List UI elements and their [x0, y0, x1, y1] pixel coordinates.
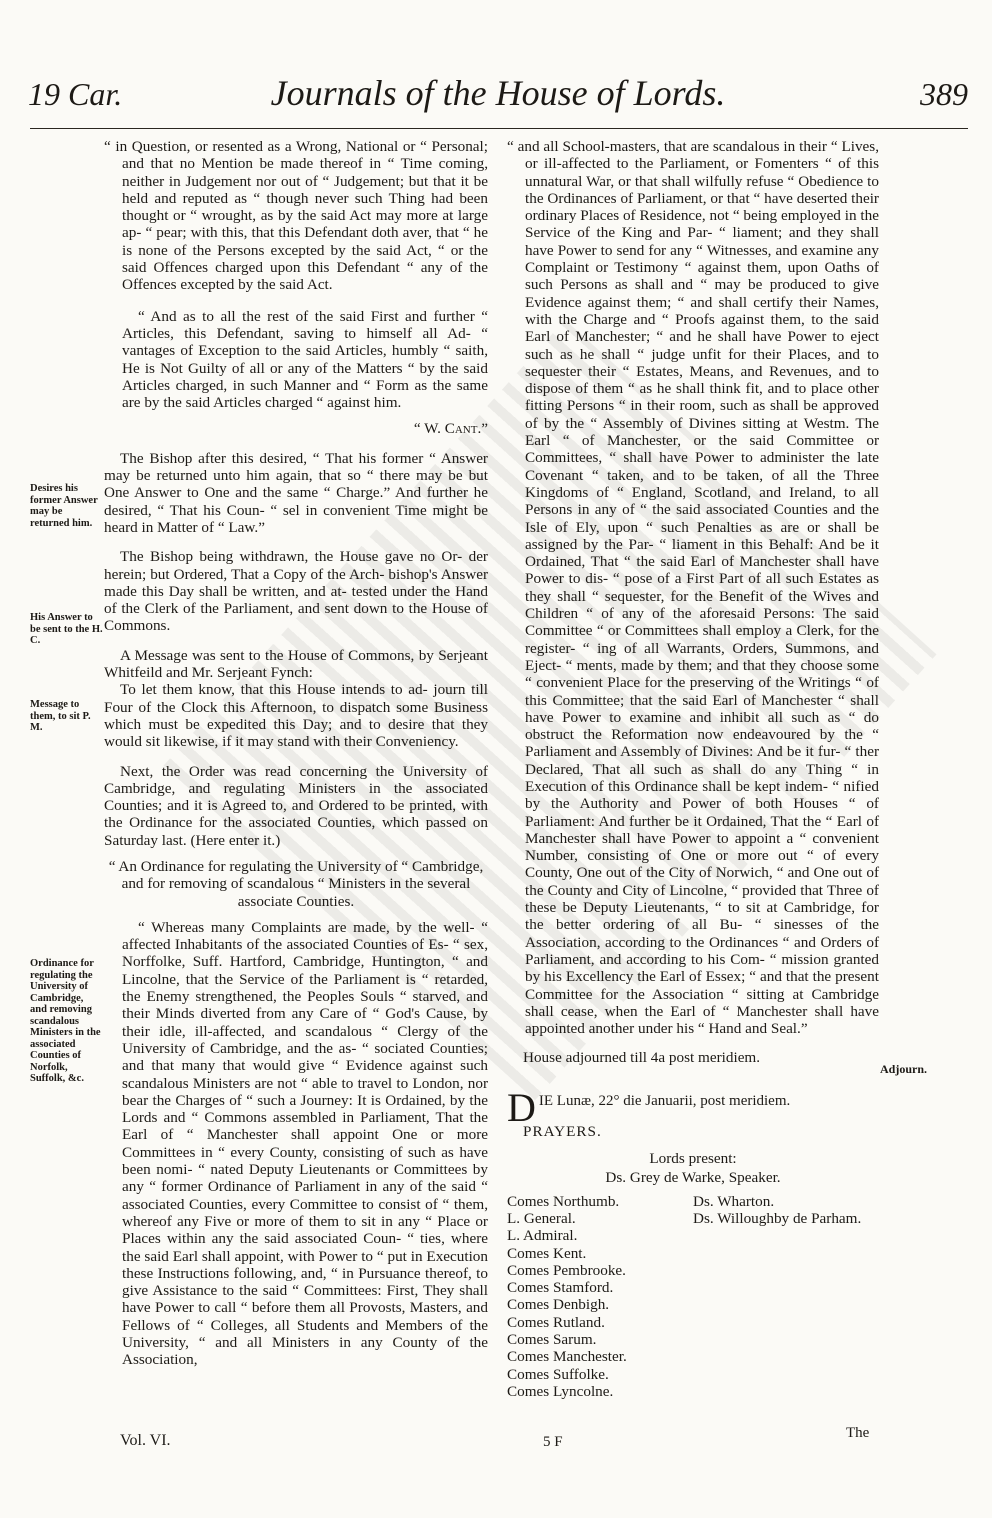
attendee-name: Comes Suffolke.	[507, 1365, 609, 1383]
attendee-name: Comes Rutland.	[507, 1313, 605, 1331]
right-column	[507, 138, 879, 1400]
lords-present-heading: Lords present:	[649, 1150, 737, 1168]
attendance-list	[507, 1193, 879, 1401]
attendance-column-2	[693, 1193, 879, 1401]
ordinance-title: “ An Ordinance for regulating the University of “ Cambridge, and for removing of scandalous “ Ministers in the several associate Counties.	[108, 857, 484, 910]
left-paragraph: The Bishop being withdrawn, the House gave no Or- der herein; but Ordered, That a Copy of the Arch- bishop's Answer made this Day shall be written, and at- tested under the Hand of the Clerk of the Parliament, and sent down to the House of Commons.	[104, 548, 488, 635]
header-regnal-year: 19 Car.	[28, 76, 123, 112]
left-paragraph: “ in Question, or resented as a Wrong, National or “ Personal; and that no Mention be made thereof in “ Time coming, neither in Judgement nor out of “ Judgement; but that it be held and reputed as “ though never such Thing had been thought or “ wrought, as by the said Act may more at large ap- “ pear; with this, that this Defendant doth aver, that “ he is none of the Persons excepted by the said Act, “ or the said Offences charged upon this Defendant “ any of the Offences excepted by the said Act.	[104, 138, 488, 294]
attendee-name: Comes Pembrooke.	[507, 1261, 626, 1279]
left-paragraph: A Message was sent to the House of Commons, by Serjeant Whitfeild and Mr. Serjeant Fynch:	[104, 646, 488, 682]
page-number: 389	[920, 76, 968, 112]
speaker-line: Ds. Grey de Warke, Speaker.	[605, 1169, 781, 1187]
attendee-name: L. General.	[507, 1209, 576, 1227]
left-paragraph: Next, the Order was read concerning the University of Cambridge, and regulating Ministers in the associated Counties; and it is Agreed to, and Ordered to be printed, with the Ordinance for the associated Counties, which passed on Saturday last. (Here enter it.)	[104, 762, 488, 849]
drop-cap: D	[507, 1084, 536, 1130]
footer-volume: Vol. VI.	[120, 1432, 171, 1449]
margin-note-message: Message to them, to sit P. M.	[30, 699, 91, 733]
margin-note-ordinance: Ordinance for regulating the University of Cambridge, and removing scandalous Ministers in the associated Counties of Norfolk, Suffolk, &c.	[30, 958, 101, 1084]
margin-note-desires-answer: Desires his former Answer may be returned him.	[30, 483, 98, 529]
attendee-name: Ds. Willoughby de Parham.	[693, 1209, 862, 1227]
header-title: Journals of the House of Lords.	[270, 73, 726, 113]
attendee-name: Comes Northumb.	[507, 1192, 620, 1210]
attendee-name: L. Admiral.	[507, 1227, 578, 1245]
signature-w-cant: “ W. Cant.”	[413, 420, 488, 438]
left-column	[104, 138, 488, 1378]
attendee-name: Comes Kent.	[507, 1244, 587, 1262]
margin-note-adjourn: Adjourn.	[880, 1062, 928, 1076]
left-paragraph: The Bishop after this desired, “ That his former “ Answer may be returned unto him again, that so “ there may be but One Answer to One and the same “ Charge.” And further he desired, “ That his Coun- “ sel in convenient Time might be heard in Matter of “ Law.”	[104, 449, 488, 536]
page-header	[28, 72, 968, 128]
left-paragraph: To let them know, that this House intends to ad- journ till Four of the Clock this Afternoon, to dispatch some Business which must be expedited this Day; and to desire that they would sit likewise, if it may stand with their Conveniency.	[104, 681, 488, 751]
attendee-name: Comes Stamford.	[507, 1279, 614, 1297]
session-date: IE Lunæ, 22° die Januarii, post meridiem.	[538, 1092, 791, 1109]
left-paragraph: “ And as to all the rest of the said First and further “ Articles, this Defendant, saving to himself all Ad- “ vantages of Exception to the said Articles, humbly “ saith, He is Not Guilty of all or any of the Matters “ by the said Articles charged, in such Manner and “ Form as the same are by the said Articles charged “ against him.	[122, 307, 488, 412]
left-paragraph: “ Whereas many Complaints are made, by the well- “ affected Inhabitants of the associated Counties of Es- “ sex, Norffolke, Suff. Hartford, Cambridge, Huntington, “ and Lincolne, that the Service of the Parliament is “ retarded, the Enemy strengthened, the Peoples Souls “ starved, and their Minds diverted from any Care of “ God's Cause, by their idle, ill-affected, and scandalous “ Clergy of the University of Cambridge, and the as- “ sociated Counties; and that many that would give “ Evidence against such scandalous Ministers are not “ able to travel to London, nor bear the Charges of “ such a Journey: It is Ordained, by the Lords and “ Commons assembled in Parliament, That the Earl of “ Manchester shall appoint One or more Committees in “ every County, consisting of such as have been nomi- “ nated Deputy Lieutenants or Committees by any “ former Ordinance of Parliament in any of the said “ associated Counties, every Committee to consist of “ them, whereof any Five or more of them to sit in any “ Place or Places within any the said associated Coun- “ ties, where the said Earl shall appoint, with Power to “ put in Execution these Instructions following, and, “ in Pursuance thereof, to give Assistance to the said “ Committees: First, They shall have Power to call “ before them all Provosts, Masters, and Fellows of “ Colleges, all Students and Members of the University, “ and all Ministers in any County of the Association,	[122, 918, 488, 1369]
prayers-heading: PRAYERS.	[523, 1122, 602, 1140]
attendee-name: Comes Lyncolne.	[507, 1382, 614, 1400]
footer-signature-mark: 5 F	[543, 1434, 563, 1450]
session-heading	[507, 1084, 879, 1130]
attendee-name: Comes Manchester.	[507, 1348, 627, 1366]
margin-note-answer-sent: His Answer to be sent to the H. C.	[30, 612, 103, 646]
attendance-column-1	[507, 1193, 693, 1401]
footer-catchword: The	[846, 1425, 870, 1441]
attendee-name: Ds. Wharton.	[693, 1192, 775, 1210]
header-rule	[30, 128, 968, 129]
attendee-name: Comes Sarum.	[507, 1331, 597, 1348]
right-paragraph: “ and all School-masters, that are scandalous in their “ Lives, or ill-affected to the Parliament, or Fomenters “ of this unnatural War, or that shall wilfully refuse “ Obedience to the Ordinances of Parliament, or that “ have deserted their ordinary Places of Residence, not “ being employed in the Service of the King and Par- “ liament; and they shall have Power to send for any “ Witnesses, and examine any Complaint or Testimony “ against them, upon Oaths of such Persons as shall and “ may be produced to give Evidence against them; “ and shall certify their Names, with the Charge and “ Proofs against them, to the said Earl of Manchester; “ and he shall have Power to eject such as he shall “ judge unfit for their Places, and to sequester their “ Estates, Means, and Revenues, and to dispose of them “ as he shall think fit, and to place other fitting Persons “ in their room, such as shall be approved of by the “ Assembly of Divines sitting at Westm. The Earl “ of Manchester, or the said Committee or Committees, “ shall have Power to administer the late Covenant “ taken, and to be taken, of all the Three Kingdoms of “ England, Scotland, and Ireland, to all Persons in any of “ the said associated Counties and the Isle of Ely, upon “ such Penalties as are or shall be assigned by the Par- “ liament in this Behalf: And be it Ordained, That “ the said Earl of Manchester shall have Power to dis- “ pose of a First Part of all such Estates as they shall “ sequester, for the Benefit of the Wives and Children “ of any of the aforesaid Persons: The said Committee “ or Committees shall employ a Clerk, for the register- “ ing of all Warrants, Orders, Summons, and Eject- “ ments, made by them; and that they choose some “ convenient Place for the preserving of the Writings “ of this Committee; that the said Earl of Manchester “ shall have Power to examine and inhibit all such as “ do obstruct the Reformation now endeavoured by the “ Parliament and Assembly of Divines: And be it fur- “ ther Declared, That all such as shall do any Thing “ in Execution of this Ordinance shall be kept indem- “ nified by the Authority and Power of both Houses “ of Parliament: And further be it Ordained, That the “ Earl of Manchester shall have Power to appoint a “ convenient Number, consisting of One or more out “ of every County, One out of the City of Norwich, “ and One out of the County and City of Lincolne, “ provided that Three of these be Deputy Lieutenants, “ to sit at Cambridge, for the better ordering of all Bu- “ sinesses of the Association, according to the Ordinances “ and Orders of Parliament, and according to his Com- “ mission granted by his Excellency the Earl of Essex; “ and that the present Committee for the Association “ sitting at Cambridge shall cease, when the Earl of “ Manchester shall have appointed another under his “ Hand and Seal.”	[507, 138, 879, 1038]
adjournment-line: House adjourned till 4a post meridiem.	[523, 1049, 761, 1067]
attendee-name: Comes Denbigh.	[507, 1296, 610, 1314]
